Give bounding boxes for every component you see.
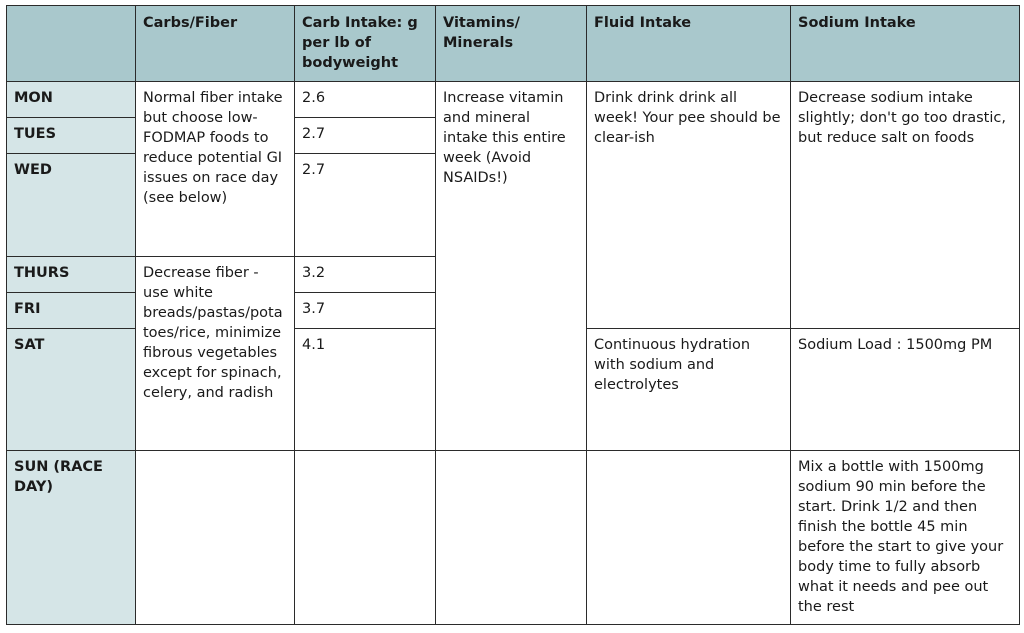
header-carb-intake: Carb Intake: g per lb of bodyweight <box>295 6 436 82</box>
day-label-tues: TUES <box>7 118 136 154</box>
row-sun <box>7 451 1020 625</box>
carb-value-tues: 2.7 <box>295 118 436 154</box>
header-day <box>7 6 136 82</box>
carb-value-thurs: 3.2 <box>295 257 436 293</box>
fiber-mon-wed: Normal fiber intake but choose low-FODMAP foods to reduce potential GI issues on race day (see below) <box>136 82 295 257</box>
row-mon <box>7 82 1020 118</box>
header-vitamins-minerals: Vitamins/ Minerals <box>436 6 587 82</box>
carb-value-sun-empty <box>295 451 436 625</box>
day-label-sun: SUN (RACE DAY) <box>7 451 136 625</box>
fluid-mon-fri: Drink drink drink all week! Your pee should be clear-ish <box>587 82 791 329</box>
carb-value-wed: 2.7 <box>295 154 436 257</box>
fluid-sat: Continuous hydration with sodium and electrolytes <box>587 329 791 451</box>
day-label-wed: WED <box>7 154 136 257</box>
header-carbs-fiber: Carbs/Fiber <box>136 6 295 82</box>
sodium-sun: Mix a bottle with 1500mg sodium 90 min before the start. Drink 1/2 and then finish the bottle 45 min before the start to give your body time to fully absorb what it needs and pee out the rest <box>791 451 1020 625</box>
header-sodium-intake: Sodium Intake <box>791 6 1020 82</box>
sodium-mon-fri: Decrease sodium intake slightly; don't go too drastic, but reduce salt on foods <box>791 82 1020 329</box>
fluid-sun-empty <box>587 451 791 625</box>
sodium-sat: Sodium Load : 1500mg PM <box>791 329 1020 451</box>
carb-value-mon: 2.6 <box>295 82 436 118</box>
day-label-fri: FRI <box>7 293 136 329</box>
carb-value-sat: 4.1 <box>295 329 436 451</box>
vitamins-mon-sat: Increase vitamin and mineral intake this entire week (Avoid NSAIDs!) <box>436 82 587 451</box>
day-label-mon: MON <box>7 82 136 118</box>
header-fluid-intake: Fluid Intake <box>587 6 791 82</box>
day-label-sat: SAT <box>7 329 136 451</box>
day-label-thurs: THURS <box>7 257 136 293</box>
header-row <box>7 6 1020 82</box>
vitamins-sun-empty <box>436 451 587 625</box>
nutrition-plan-table-wrapper <box>6 5 1020 625</box>
fiber-thurs-sat: Decrease fiber - use white breads/pastas/potatoes/rice, minimize fibrous vegetables except for spinach, celery, and radish <box>136 257 295 451</box>
fiber-sun-empty <box>136 451 295 625</box>
race-week-nutrition-table <box>6 5 1020 625</box>
carb-value-fri: 3.7 <box>295 293 436 329</box>
